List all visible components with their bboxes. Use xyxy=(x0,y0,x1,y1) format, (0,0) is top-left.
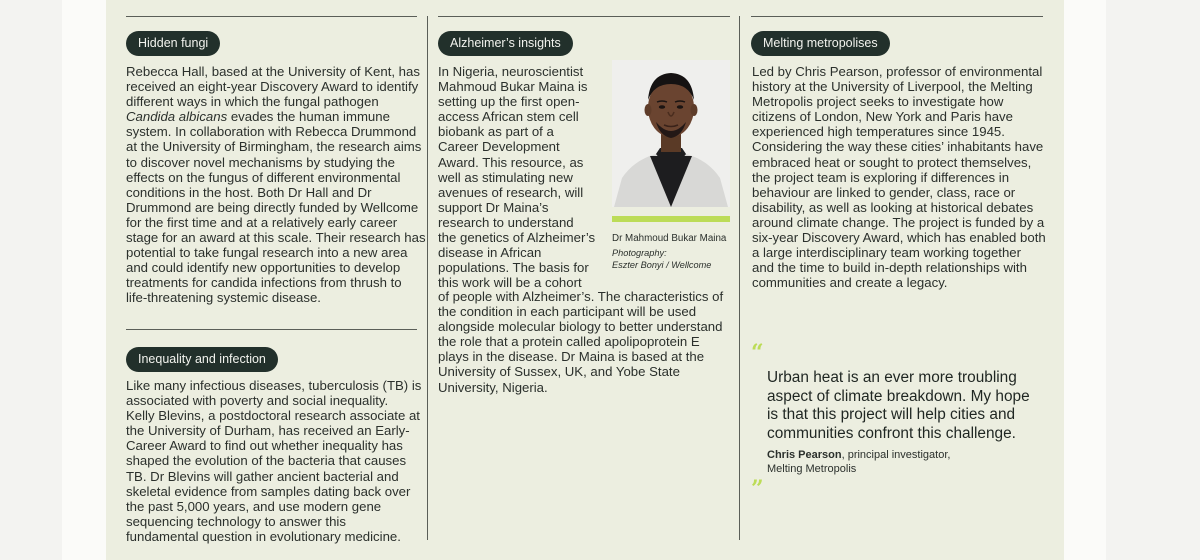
tag-alzheimers-insights: Alzheimer’s insights xyxy=(438,31,573,56)
pull-quote-role: , principal investigator, Melting Metropolis xyxy=(767,449,951,475)
tag-hidden-fungi: Hidden fungi xyxy=(126,31,220,56)
photo-accent-bar xyxy=(612,216,730,222)
hidden-fungi-body-part-2: evades the human immune system. In collaboration with Rebecca Drummond at the University of Birmingham, the research aims to discover novel mechanisms by studying the effects on the fungus of different environmental conditions in the host. Both Dr Hall and Dr Drummond are being directly funded by Wellcome for the first time and at a relatively early career stage for an award at this scale. Their research has potential to take fungal research into a new area and could identify new opportunities to develop treatments for candida infections from thrush to life-threatening systemic disease. xyxy=(126,109,426,306)
column-top-rule xyxy=(751,16,1043,17)
close-quote-icon: ” xyxy=(751,476,764,502)
pull-quote-author: Chris Pearson xyxy=(767,449,842,461)
column-divider xyxy=(739,16,740,540)
melting-metropolises-body: Led by Chris Pearson, professor of environmental history at the University of Liverpool, the Melting Metropolis project seeks to investigate how citizens of London, New York and Paris have experienced high temperatures since 1945. Considering the way these cities’ inhabitants have embraced heat or sought to protect themselves, the project team is exploring if differences in behaviour are linked to gender, class, race or disability, as well as looking at historical debates around climate change. The project is funded by a six-year Discovery Award, which has enabled both a large interdisciplinary team working together and the time to build in-depth relationships with communities and create a legacy. xyxy=(752,64,1046,291)
pull-quote-attribution xyxy=(767,449,950,476)
column-top-rule xyxy=(126,16,417,17)
alzheimers-body-narrow: In Nigeria, neuroscientist Mahmoud Bukar Maina is setting up the first open- access African stem cell biobank as part of a Career Development Award. This resource, as well as stimulating new avenues of research, will support Dr Maina’s research to understand the genetics of Alzheimer’s disease in African populations. The basis for this work will be a cohort xyxy=(438,64,596,291)
photo-caption-name: Dr Mahmoud Bukar Maina xyxy=(612,233,727,244)
hidden-fungi-body xyxy=(126,64,426,306)
portrait-illustration xyxy=(612,60,730,207)
open-quote-icon: “ xyxy=(751,340,764,366)
inequality-body: Like many infectious diseases, tuberculosis (TB) is associated with poverty and social inequality. Kelly Blevins, a postdoctoral research associate at the University of Durham, has received an Early- Career Award to find out whether inequality has shaped the evolution of the bacteria that causes TB. Dr Blevins will gather ancient bacterial and skeletal evidence from samples dating back over the past 5,000 years, and use modern gene sequencing technology to answer this fundamental question in evolutionary medicine. xyxy=(126,378,422,544)
photo-credit: Photography: Eszter Bonyi / Wellcome xyxy=(612,248,712,270)
tag-inequality-and-infection: Inequality and infection xyxy=(126,347,278,372)
portrait-photo xyxy=(612,60,730,207)
tag-melting-metropolises: Melting metropolises xyxy=(751,31,890,56)
species-name: Candida albicans xyxy=(126,109,228,125)
section-divider-rule xyxy=(126,329,417,330)
hidden-fungi-body-part-1: Rebecca Hall, based at the University of Kent, has received an eight-year Discovery Award to identify different ways in which the fungal pathogen xyxy=(126,64,420,110)
column-top-rule xyxy=(438,16,730,17)
column-divider xyxy=(427,16,428,540)
alzheimers-body-wide: of people with Alzheimer’s. The characteristics of the condition in each participant will be used alongside molecular biology to better understand the role that a protein called apolipoprotein E plays in the disease. Dr Maina is based at the University of Sussex, UK, and Yobe State University, Nigeria. xyxy=(438,289,724,395)
pull-quote-text: Urban heat is an ever more troubling aspect of climate breakdown. My hope is that this project will help cities and communities confront this challenge. xyxy=(767,369,1030,442)
